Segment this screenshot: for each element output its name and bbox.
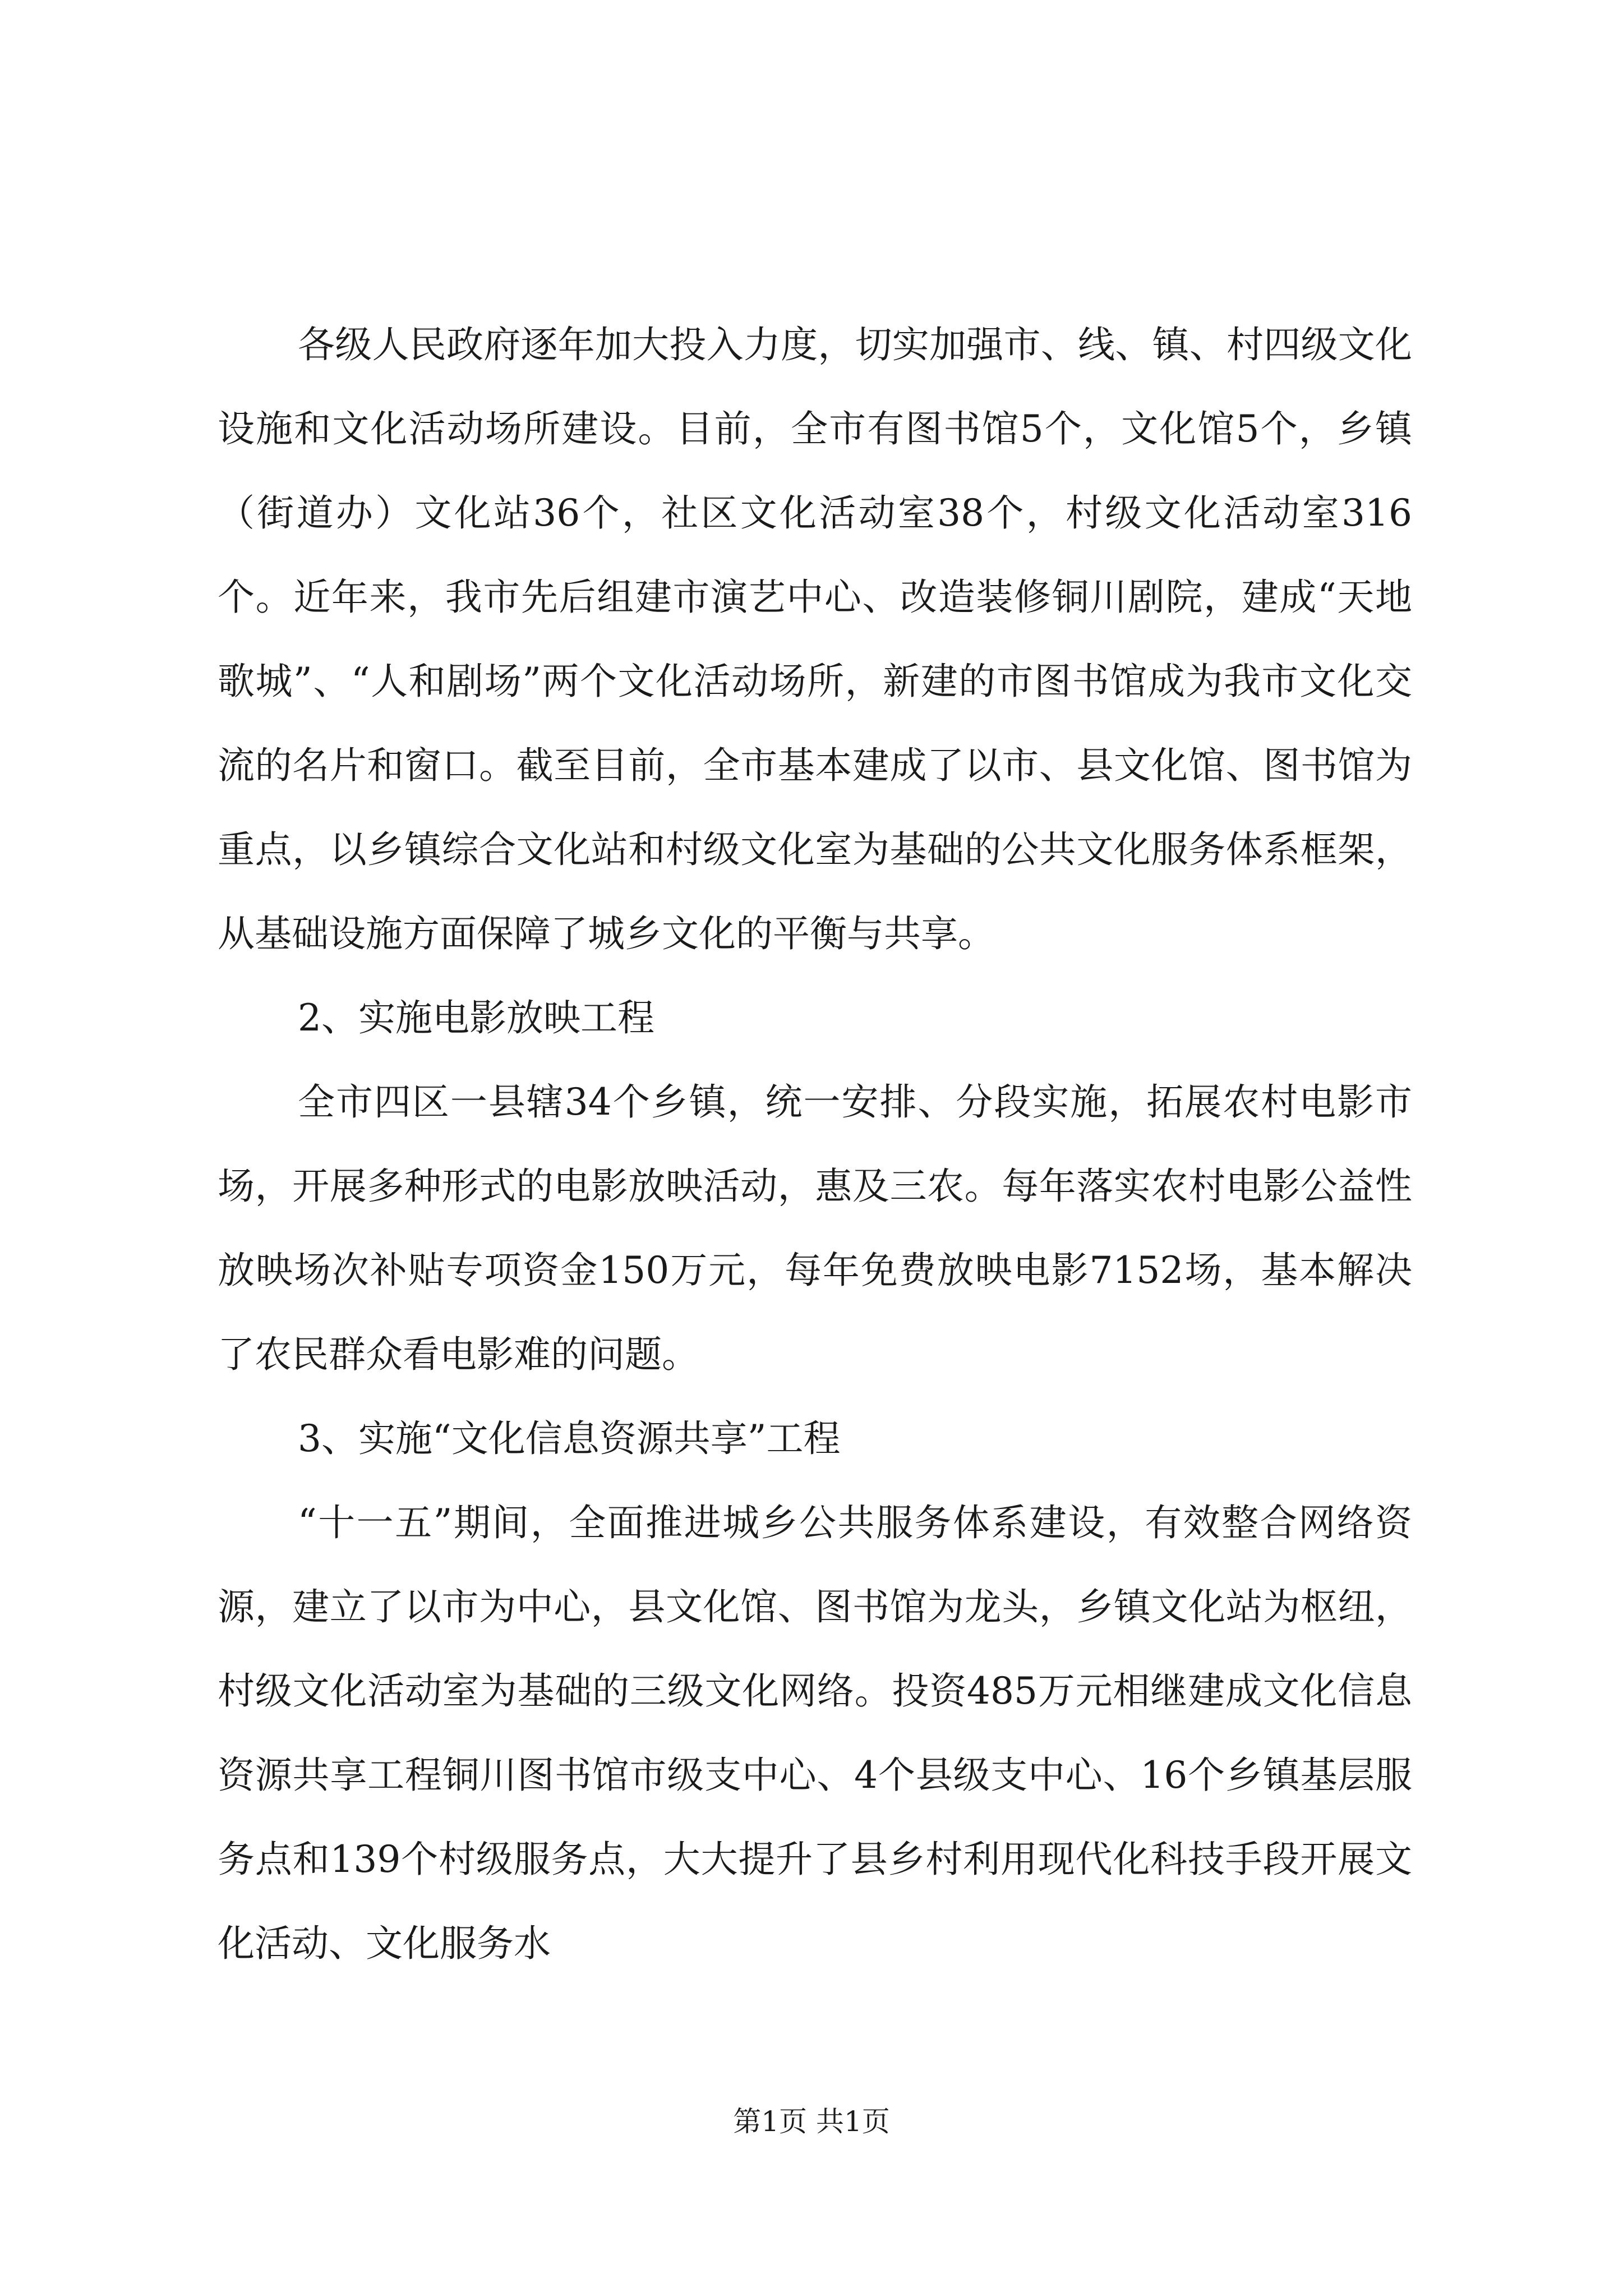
paragraph-film: 全市四区一县辖34个乡镇，统一安排、分段实施，拓展农村电影市场，开展多种形式的电影放映活动，惠及三农。每年落实农村电影公益性放映场次补贴专项资金150万元，每年免费放映电影7152场，基本解决了农民群众看电影难的问题。 [218, 1080, 1412, 1376]
paragraph-facilities: 各级人民政府逐年加大投入力度，切实加强市、线、镇、村四级文化设施和文化活动场所建设。目前，全市有图书馆5个，文化馆5个，乡镇（街道办）文化站36个，社区文化活动室38个，村级文化活动室316个。近年来，我市先后组建市演艺中心、改造装修铜川剧院，建成“天地歌城”、“人和剧场”两个文化活动场所，新建的市图书馆成为我市文化交流的名片和窗口。截至目前，全市基本建成了以市、县文化馆、图书馆为重点，以乡镇综合文化站和村级文化室为基础的公共文化服务体系框架，从基础设施方面保障了城乡文化的平衡与共享。 [218, 323, 1412, 955]
paragraph-resource-sharing: “十一五”期间，全面推进城乡公共服务体系建设，有效整合网络资源，建立了以市为中心，县文化馆、图书馆为龙头，乡镇文化站为枢纽，村级文化活动室为基础的三级文化网络。投资485万元相继建成文化信息资源共享工程铜川图书馆市级支中心、4个县级支中心、16个乡镇基层服务点和139个村级服务点，大大提升了县乡村利用现代化科技手段开展文化活动、文化服务水 [218, 1501, 1412, 1965]
page-number-label: 第1页 共1页 [733, 2105, 890, 2138]
section-heading-resource-sharing: 3、实施“文化信息资源共享”工程 [298, 1417, 841, 1460]
page-footer [0, 2105, 1623, 2138]
document-body [218, 303, 1412, 1986]
section-heading-film: 2、实施电影放映工程 [298, 996, 654, 1039]
